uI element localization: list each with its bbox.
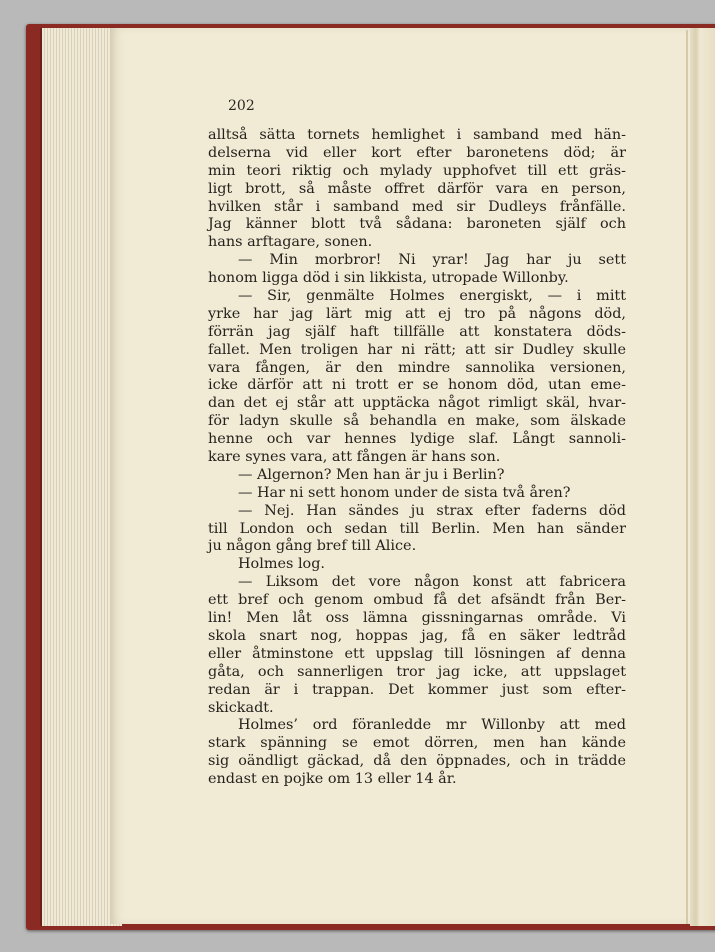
text-line: redan är i trappan. Det kommer just som efter- <box>208 681 626 698</box>
text-line: — Nej. Han sändes ju strax efter faderns död <box>238 502 626 519</box>
text-line: sig oändligt gäckad, då den öppnades, och in trädde <box>208 753 626 770</box>
text-line: delserna vid eller kort efter baronetens död; är <box>208 144 626 161</box>
text-line: skickadt. <box>208 699 274 716</box>
text-line: icke därför att ni trott er se honom död, utan eme- <box>208 377 626 394</box>
text-line: hvilken står i samband med sir Dudleys frånfälle. <box>208 198 626 215</box>
text-line: — Har ni sett honom under de sista två åren? <box>238 484 571 501</box>
page-edges-right <box>690 28 715 926</box>
text-line: eller åtminstone ett uppslag till lösningen af denna <box>208 645 626 662</box>
gutter-line <box>686 30 688 924</box>
text-line: kare synes vara, att fången är hans son. <box>208 449 501 466</box>
text-line: ju någon gång bref till Alice. <box>208 538 417 555</box>
text-line: endast en pojke om 13 eller 14 år. <box>208 771 457 788</box>
text-line: yrke har jag lärt mig att ej tro på någons död, <box>208 305 626 322</box>
text-line: fallet. Men troligen har ni rätt; att sir Dudley skulle <box>208 341 626 358</box>
text-line: honom ligga död i sin likkista, utropade Willonby. <box>208 270 569 287</box>
text-line: förrän jag själf haft tillfälle att konstatera döds- <box>208 323 626 340</box>
text-line: henne och var hennes lydige slaf. Långt sannoli- <box>208 431 626 448</box>
text-line: alltså sätta tornets hemlighet i samband med hän- <box>208 127 626 143</box>
text-line: ett bref och genom ombud få det afsändt från Ber- <box>208 592 626 609</box>
body-text <box>208 127 626 789</box>
text-line: gåta, och sannerligen tror jag icke, att uppslaget <box>208 663 626 680</box>
text-line: Holmes’ ord föranledde mr Willonby att med <box>238 717 626 734</box>
text-line: dan det ej står att upptäcka något rimligt skäl, hvar- <box>208 395 626 412</box>
page-number: 202 <box>228 98 255 114</box>
text-line: — Min morbror! Ni yrar! Jag har ju sett <box>238 252 626 269</box>
text-line: Holmes log. <box>238 556 325 573</box>
text-line: — Algernon? Men han är ju i Berlin? <box>238 466 505 483</box>
text-line: stark spänning se emot dörren, men han kände <box>208 735 626 752</box>
text-line: för ladyn skulle så behandla en make, som älskade <box>208 413 626 430</box>
text-line: min teori riktig och mylady upphofvet till ett gräs- <box>208 162 626 179</box>
text-line: vara fången, är den mindre sannolika versionen, <box>208 359 626 376</box>
text-line: till London och sedan till Berlin. Men han sänder <box>208 520 626 537</box>
text-line: lin! Men låt oss lämna gissningarnas område. Vi <box>208 610 626 627</box>
text-line: Jag känner blott två sådana: baroneten själf och <box>208 216 626 233</box>
text-line: skola snart nog, hoppas jag, få en säker ledtråd <box>208 627 626 644</box>
text-line: ligt brott, så måste offret därför vara en person, <box>208 180 626 197</box>
text-line: hans arftagare, sonen. <box>208 234 373 251</box>
text-line: — Liksom det vore någon konst att fabricera <box>238 574 626 591</box>
text-line: — Sir, genmälte Holmes energiskt, — i mitt <box>238 288 626 305</box>
